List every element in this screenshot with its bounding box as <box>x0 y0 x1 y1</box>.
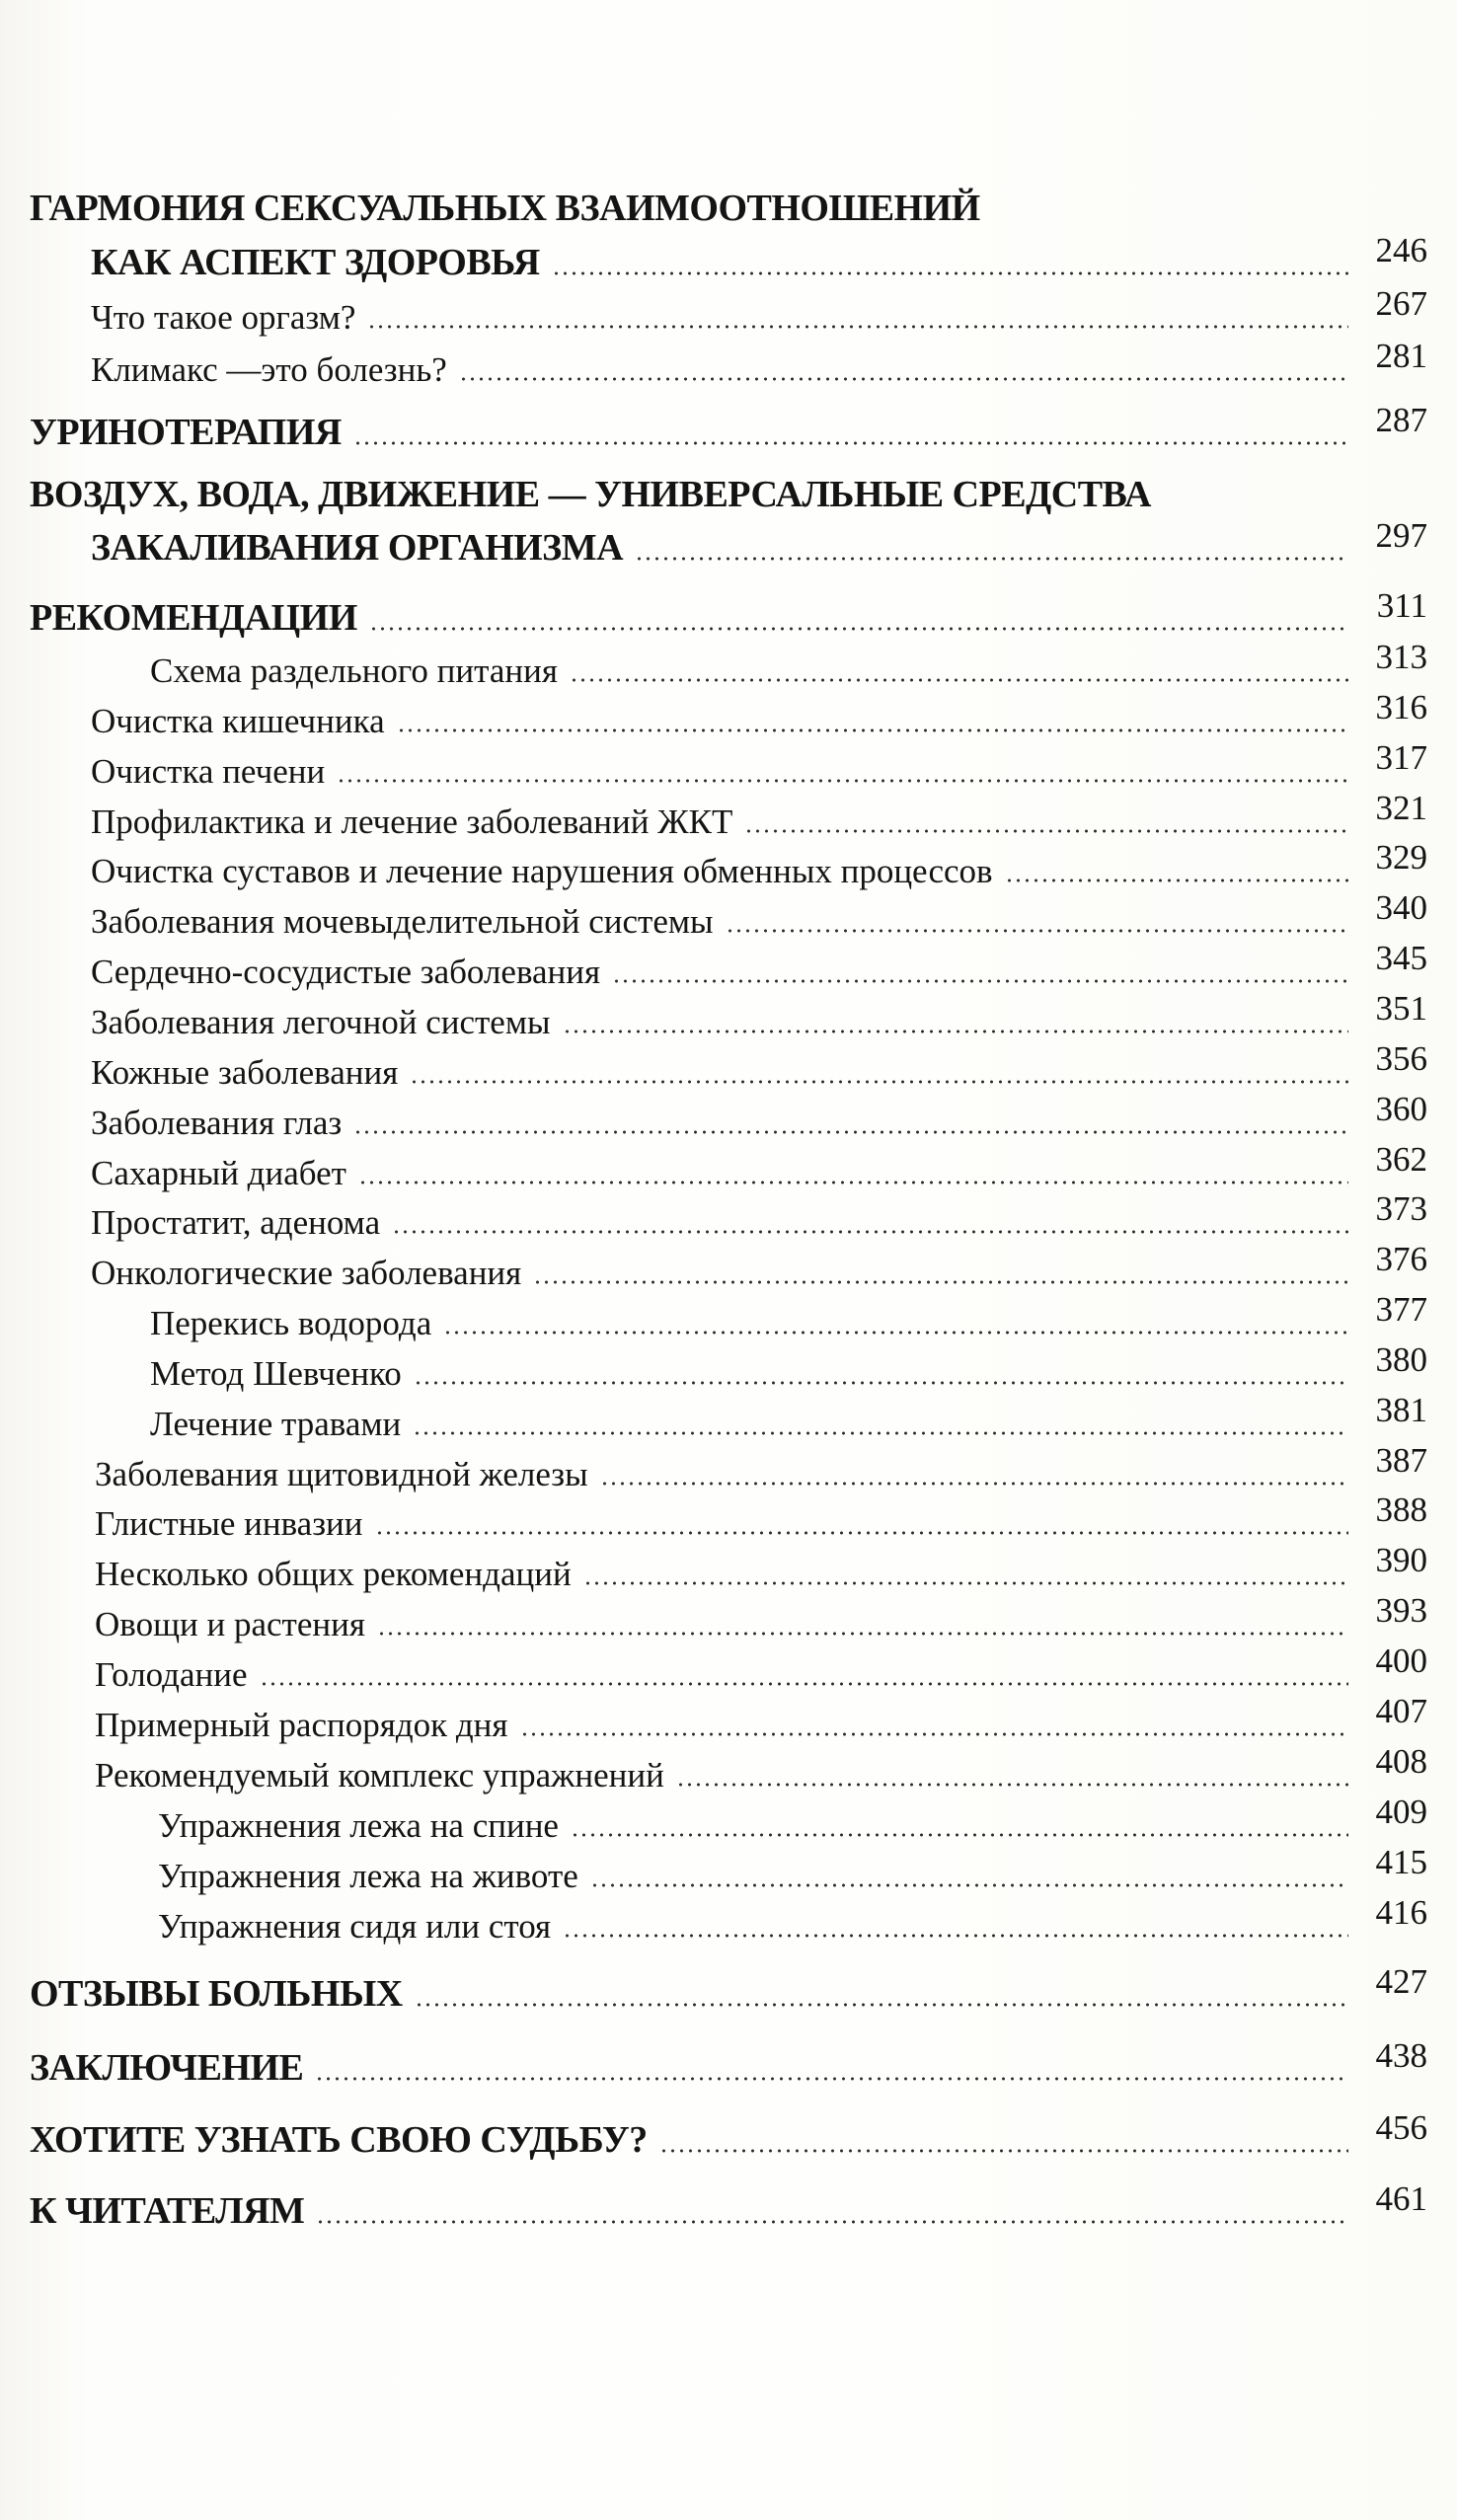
leader-dots <box>563 1030 1348 1033</box>
toc-entry <box>150 1340 1427 1394</box>
leader-dots <box>443 1331 1348 1335</box>
toc-entry <box>91 838 1427 891</box>
leader-dots <box>552 271 1348 275</box>
toc-entry-page: 360 <box>1375 1090 1427 1128</box>
leader-dots <box>316 2220 1348 2224</box>
leader-dots <box>612 979 1348 983</box>
toc-entry <box>30 586 1427 640</box>
leader-dots <box>369 627 1348 631</box>
toc-entry-title: Заболевания глаз <box>91 1104 343 1142</box>
leader-dots <box>563 1934 1348 1938</box>
leader-dots <box>315 2077 1348 2081</box>
toc-entry-page: 313 <box>1375 638 1427 676</box>
leader-dots <box>397 728 1348 732</box>
toc-entry-page: 316 <box>1375 688 1427 726</box>
toc-entry-page: 329 <box>1375 838 1427 877</box>
toc-entry-title: УРИНОТЕРАПИЯ <box>30 412 342 453</box>
toc-entry <box>95 1490 1427 1544</box>
toc-entry-title: Кожные заболевания <box>91 1053 399 1092</box>
toc-entry-page: 381 <box>1375 1391 1427 1429</box>
toc-entry-page: 281 <box>1375 337 1427 375</box>
leader-dots <box>1005 878 1348 882</box>
toc-entry <box>30 467 1151 516</box>
toc-entry-title: Голодание <box>95 1655 248 1694</box>
toc-entry-page: 246 <box>1375 231 1427 269</box>
toc-entry-page: 416 <box>1375 1893 1427 1932</box>
toc-entry-title: Глистные инвазии <box>95 1504 363 1543</box>
toc-entry <box>30 2108 1427 2162</box>
leader-dots <box>414 1381 1348 1385</box>
leader-dots <box>571 1833 1348 1837</box>
toc-entry <box>91 789 1427 842</box>
toc-entry-page: 321 <box>1375 789 1427 827</box>
toc-entry <box>91 1189 1427 1243</box>
toc-entry <box>150 1290 1427 1343</box>
toc-entry-page: 351 <box>1375 989 1427 1028</box>
toc-entry <box>150 638 1427 691</box>
leader-dots <box>377 1632 1348 1636</box>
toc-entry <box>91 284 1427 338</box>
toc-entry-title: К ЧИТАТЕЛЯМ <box>30 2190 305 2232</box>
toc-entry-page: 345 <box>1375 939 1427 977</box>
toc-entry <box>30 181 980 230</box>
toc-entry-page: 340 <box>1375 888 1427 927</box>
toc-entry-page: 356 <box>1375 1039 1427 1078</box>
leader-dots <box>726 929 1348 933</box>
toc-entry-page: 393 <box>1375 1591 1427 1630</box>
leader-dots <box>358 1181 1348 1184</box>
toc-entry-page: 456 <box>1375 2108 1427 2147</box>
toc-entry-page: 376 <box>1375 1240 1427 1278</box>
toc-entry <box>158 1843 1427 1896</box>
toc-entry-page: 267 <box>1375 284 1427 323</box>
leader-dots <box>570 678 1348 682</box>
toc-entry-title: Климакс —это болезнь? <box>91 350 447 389</box>
toc-entry-title: РЕКОМЕНДАЦИИ <box>30 597 357 639</box>
toc-entry-title: Сахарный диабет <box>91 1154 346 1192</box>
toc-entry <box>30 1962 1427 2016</box>
toc-entry-title: Сердечно-сосудистые заболевания <box>91 953 601 991</box>
toc-entry-page: 311 <box>1376 586 1427 625</box>
toc-entry-title: Онкологические заболевания <box>91 1254 522 1292</box>
toc-entry-page: 387 <box>1375 1441 1427 1480</box>
leader-dots <box>415 2003 1348 2007</box>
toc-entry <box>91 1039 1427 1093</box>
leader-dots <box>744 829 1348 833</box>
toc-entry-page: 362 <box>1375 1140 1427 1179</box>
toc-entry <box>91 1140 1427 1193</box>
toc-entry-title: Очистка печени <box>91 752 326 791</box>
toc-entry-title: Профилактика и лечение заболеваний ЖКТ <box>91 802 733 841</box>
toc-entry-page: 377 <box>1375 1290 1427 1329</box>
toc-entry-title: ВОЗДУХ, ВОДА, ДВИЖЕНИЕ — УНИВЕРСАЛЬНЫЕ СРЕДСТВА <box>30 474 1151 515</box>
leader-dots <box>410 1080 1348 1084</box>
leader-dots <box>676 1783 1348 1787</box>
leader-dots <box>600 1482 1348 1486</box>
toc-entry-page: 407 <box>1375 1692 1427 1730</box>
toc-entry-title: Упражнения сидя или стоя <box>158 1907 552 1946</box>
toc-entry <box>91 337 1427 390</box>
toc-entry-title: Заболевания щитовидной железы <box>95 1455 588 1493</box>
toc-entry <box>30 401 1427 454</box>
toc-entry-title: Простатит, аденома <box>91 1203 381 1242</box>
leader-dots <box>353 1130 1348 1134</box>
toc-entry-title: Примерный распорядок дня <box>95 1706 508 1744</box>
toc-entry-title: Что такое оргазм? <box>91 298 356 337</box>
leader-dots <box>533 1280 1348 1284</box>
toc-entry-page: 400 <box>1375 1642 1427 1680</box>
toc-entry <box>91 516 1427 570</box>
toc-entry-page: 380 <box>1375 1340 1427 1379</box>
toc-entry-title: Упражнения лежа на животе <box>158 1857 578 1895</box>
toc-entry-page: 390 <box>1375 1541 1427 1579</box>
leader-dots <box>337 779 1348 783</box>
leader-dots <box>375 1531 1348 1535</box>
toc-entry-page: 388 <box>1375 1490 1427 1529</box>
toc-entry-title: Овощи и растения <box>95 1605 365 1643</box>
toc-entry <box>95 1642 1427 1695</box>
toc-entry-title: Перекись водорода <box>150 1304 432 1342</box>
leader-dots <box>635 557 1348 561</box>
leader-dots <box>459 377 1348 381</box>
toc-entry-title: Несколько общих рекомендаций <box>95 1555 572 1593</box>
toc-entry <box>91 1240 1427 1293</box>
toc-entry-title: Лечение травами <box>150 1405 402 1443</box>
toc-entry-title: Очистка кишечника <box>91 702 385 740</box>
toc-entry-title: Метод Шевченко <box>150 1354 402 1393</box>
toc-entry-page: 427 <box>1375 1962 1427 2001</box>
toc-entry-title: Схема раздельного питания <box>150 651 558 690</box>
leader-dots <box>659 2149 1348 2153</box>
toc-entry-title: ХОТИТЕ УЗНАТЬ СВОЮ СУДЬБУ? <box>30 2119 648 2161</box>
toc-entry-page: 317 <box>1375 738 1427 777</box>
toc-entry <box>95 1742 1427 1795</box>
toc-entry-title: Очистка суставов и лечение нарушения обменных процессов <box>91 852 993 890</box>
leader-dots <box>367 325 1348 329</box>
toc-entry-page: 438 <box>1375 2036 1427 2075</box>
toc-entry <box>150 1391 1427 1444</box>
leader-dots <box>260 1682 1349 1686</box>
toc-entry-title: ЗАКАЛИВАНИЯ ОРГАНИЗМА <box>91 527 624 569</box>
toc-entry-title: Заболевания легочной системы <box>91 1003 551 1041</box>
toc-entry-title: КАК АСПЕКТ ЗДОРОВЬЯ <box>91 242 540 283</box>
toc-entry <box>91 231 1427 284</box>
toc-entry-page: 415 <box>1375 1843 1427 1881</box>
toc-entry-page: 287 <box>1375 401 1427 439</box>
toc-entry-page: 409 <box>1375 1793 1427 1831</box>
leader-dots <box>413 1431 1348 1435</box>
toc-entry-title: Рекомендуемый комплекс упражнений <box>95 1756 664 1795</box>
toc-entry <box>91 939 1427 992</box>
toc-entry <box>91 1090 1427 1143</box>
toc-entry <box>95 1541 1427 1594</box>
toc-entry <box>30 2179 1427 2233</box>
toc-entry <box>95 1591 1427 1644</box>
toc-entry <box>95 1692 1427 1745</box>
toc-entry-page: 461 <box>1375 2179 1427 2218</box>
toc-entry-title: ЗАКЛЮЧЕНИЕ <box>30 2047 304 2089</box>
toc-entry <box>91 989 1427 1042</box>
leader-dots <box>392 1230 1348 1234</box>
leader-dots <box>583 1581 1348 1585</box>
toc-entry-page: 373 <box>1375 1189 1427 1228</box>
toc-entry-title: Упражнения лежа на спине <box>158 1806 559 1845</box>
leader-dots <box>520 1732 1348 1736</box>
leader-dots <box>353 441 1348 445</box>
toc-entry <box>158 1793 1427 1846</box>
toc-entry-title: ГАРМОНИЯ СЕКСУАЛЬНЫХ ВЗАИМООТНОШЕНИЙ <box>30 188 980 229</box>
toc-entry-title: ОТЗЫВЫ БОЛЬНЫХ <box>30 1973 403 2015</box>
toc-entry <box>30 2036 1427 2090</box>
toc-entry-page: 408 <box>1375 1742 1427 1781</box>
leader-dots <box>590 1883 1348 1887</box>
toc-entry-page: 297 <box>1375 516 1427 555</box>
toc-entry <box>91 688 1427 741</box>
toc-entry <box>158 1893 1427 1947</box>
toc-entry <box>91 738 1427 792</box>
toc-entry-title: Заболевания мочевыделительной системы <box>91 902 714 941</box>
toc-entry <box>91 888 1427 942</box>
toc-entry <box>95 1441 1427 1494</box>
